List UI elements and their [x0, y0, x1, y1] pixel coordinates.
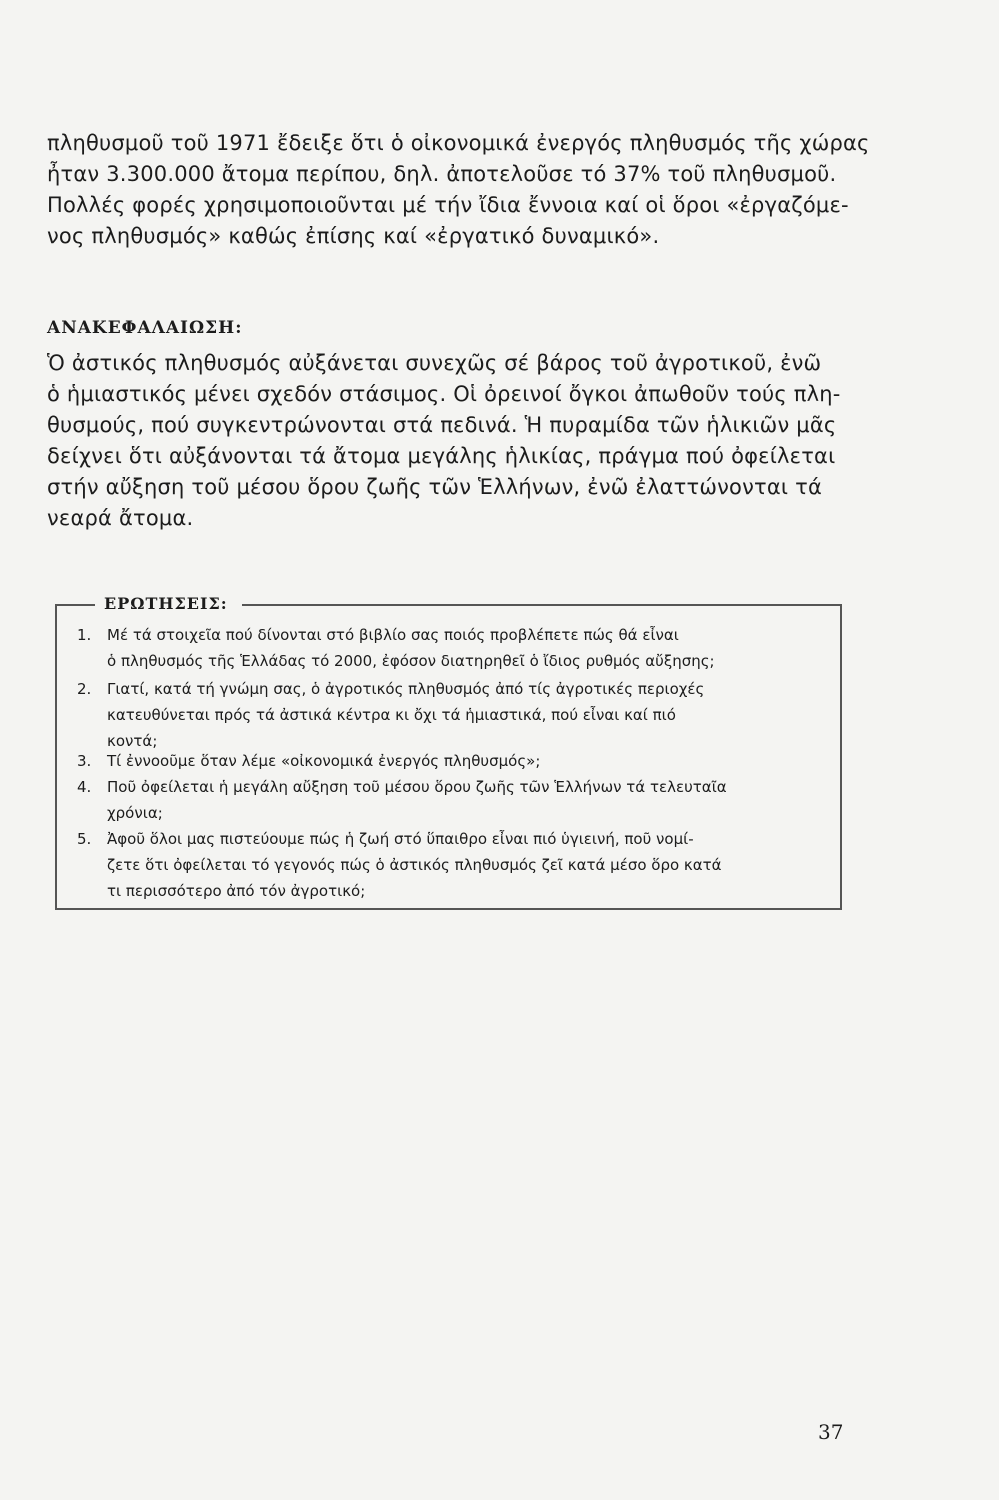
question-number: 4.: [77, 778, 92, 796]
question-text: [107, 826, 837, 904]
question-number: 2.: [77, 680, 92, 698]
question-number: 1.: [77, 626, 92, 644]
text-line: ὁ ἡμιαστικός μένει σχεδόν στάσιμος. Οἱ ὀρεινοί ὄγκοι ἀπωθοῦν τούς πλη-: [47, 382, 841, 406]
intro-paragraph: [47, 128, 870, 252]
question-text: [107, 676, 837, 754]
text-line: νος πληθυσμός» καθώς ἐπίσης καί «ἐργατικό δυναμικό».: [47, 224, 660, 248]
summary-heading: ΑΝΑΚΕΦΑΛΑΙΩΣΗ:: [47, 318, 243, 338]
text-line: Ποῦ ὀφείλεται ἡ μεγάλη αὔξηση τοῦ μέσου ὅρου ζωῆς τῶν Ἑλλήνων τά τελευταῖα: [107, 778, 727, 796]
text-line: Ὁ ἀστικός πληθυσμός αὐξάνεται συνεχῶς σέ βάρος τοῦ ἀγροτικοῦ, ἐνῶ: [47, 351, 822, 375]
question-number: 3.: [77, 752, 92, 770]
text-line: νεαρά ἄτομα.: [47, 506, 194, 530]
summary-paragraph: [47, 348, 841, 534]
text-line: ὁ πληθυσμός τῆς Ἑλλάδας τό 2000, ἐφόσον διατηρηθεῖ ὁ ἴδιος ρυθμός αὔξησης;: [107, 652, 715, 670]
page-number: 37: [818, 1420, 844, 1444]
questions-heading: ΕΡΩΤΗΣΕΙΣ:: [104, 594, 228, 613]
text-line: κοντά;: [107, 732, 158, 750]
text-line: ἦταν 3.300.000 ἄτομα περίπου, δηλ. ἀποτελοῦσε τό 37% τοῦ πληθυσμοῦ.: [47, 162, 837, 186]
text-line: Γιατί, κατά τή γνώμη σας, ὁ ἀγροτικός πληθυσμός ἀπό τίς ἀγροτικές περιοχές: [107, 680, 705, 698]
text-line: στήν αὔξηση τοῦ μέσου ὅρου ζωῆς τῶν Ἑλλήνων, ἐνῶ ἐλαττώνονται τά: [47, 475, 822, 499]
questions-box: [55, 604, 842, 910]
text-line: πληθυσμοῦ τοῦ 1971 ἔδειξε ὅτι ὁ οἰκονομικά ἐνεργός πληθυσμός τῆς χώρας: [47, 131, 870, 155]
text-line: χρόνια;: [107, 804, 163, 822]
text-line: Πολλές φορές χρησιμοποιοῦνται μέ τήν ἴδια ἔννοια καί οἱ ὅροι «ἐργαζόμε-: [47, 193, 849, 217]
question-text: [107, 774, 837, 826]
text-line: θυσμούς, πού συγκεντρώνονται στά πεδινά. Ἡ πυραμίδα τῶν ἡλικιῶν μᾶς: [47, 413, 837, 437]
text-line: κατευθύνεται πρός τά ἀστικά κέντρα κι ὄχι τά ἡμιαστικά, πού εἶναι καί πιό: [107, 706, 676, 724]
text-line: ζετε ὅτι ὀφείλεται τό γεγονός πώς ὁ ἀστικός πληθυσμός ζεῖ κατά μέσο ὅρο κατά: [107, 856, 722, 874]
text-line: τι περισσότερο ἀπό τόν ἀγροτικό;: [107, 882, 366, 900]
text-line: Ἀφοῦ ὅλοι μας πιστεύουμε πώς ἡ ζωή στό ὕπαιθρο εἶναι πιό ὑγιεινή, ποῦ νομί-: [107, 830, 694, 848]
question-number: 5.: [77, 830, 92, 848]
text-line: Μέ τά στοιχεῖα πού δίνονται στό βιβλίο σας ποιός προβλέπετε πώς θά εἶναι: [107, 626, 679, 644]
question-text: [107, 622, 837, 674]
text-line: Τί ἐννοοῦμε ὅταν λέμε «οἰκονομικά ἐνεργός πληθυσμός»;: [107, 752, 541, 770]
question-text: [107, 748, 837, 774]
text-line: δείχνει ὅτι αὐξάνονται τά ἄτομα μεγάλης ἡλικίας, πράγμα πού ὀφείλεται: [47, 444, 836, 468]
